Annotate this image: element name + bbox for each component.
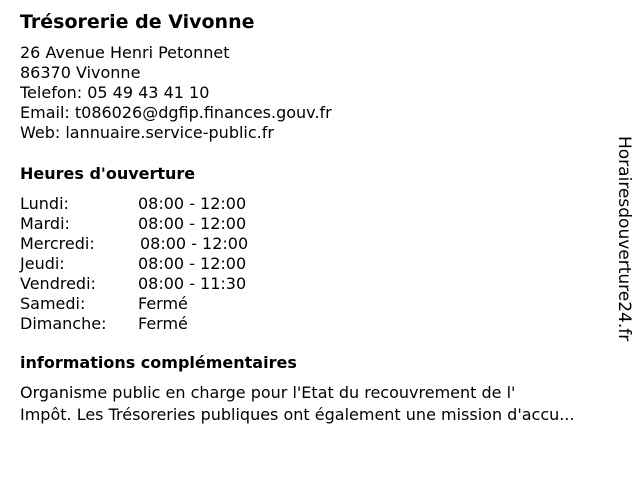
page-title: Trésorerie de Vivonne bbox=[20, 11, 255, 33]
hours-row-tuesday bbox=[20, 214, 320, 234]
info-line: Impôt. Les Trésoreries publiques ont également une mission d'accu... bbox=[20, 405, 575, 424]
web-line[interactable]: Web: lannuaire.service-public.fr bbox=[20, 123, 274, 142]
day-label: Dimanche: bbox=[20, 314, 107, 333]
hours-row-friday bbox=[20, 274, 320, 294]
info-line: Organisme public en charge pour l'Etat du recouvrement de l' bbox=[20, 383, 516, 402]
hours-heading: Heures d'ouverture bbox=[20, 164, 196, 183]
info-heading: informations complémentaires bbox=[20, 353, 297, 372]
time-value: 08:00 - 12:00 bbox=[138, 194, 247, 213]
hours-row-wednesday bbox=[20, 234, 320, 254]
hours-row-sunday bbox=[20, 314, 320, 334]
time-value: 08:00 - 11:30 bbox=[138, 274, 247, 293]
hours-row-thursday bbox=[20, 254, 320, 274]
phone-line[interactable]: Telefon: 05 49 43 41 10 bbox=[20, 83, 210, 102]
day-label: Mardi: bbox=[20, 214, 70, 233]
day-label: Jeudi: bbox=[20, 254, 65, 273]
address-street: 26 Avenue Henri Petonnet bbox=[20, 43, 230, 62]
email-line[interactable]: Email: t086026@dgfip.finances.gouv.fr bbox=[20, 103, 332, 122]
time-value: 08:00 - 12:00 bbox=[138, 254, 247, 273]
day-label: Vendredi: bbox=[20, 274, 96, 293]
address-block bbox=[20, 43, 332, 143]
day-label: Lundi: bbox=[20, 194, 69, 213]
time-value: Fermé bbox=[138, 294, 188, 313]
address-city: 86370 Vivonne bbox=[20, 63, 141, 82]
opening-hours-list bbox=[20, 194, 320, 334]
time-value: 08:00 - 12:00 bbox=[138, 214, 247, 233]
time-value: Fermé bbox=[138, 314, 188, 333]
time-value: 08:00 - 12:00 bbox=[140, 234, 249, 253]
hours-row-saturday bbox=[20, 294, 320, 314]
day-label: Samedi: bbox=[20, 294, 86, 313]
watermark-brand: Horairesdouverture24.fr bbox=[614, 136, 634, 342]
info-text bbox=[20, 382, 630, 426]
hours-row-monday bbox=[20, 194, 320, 214]
day-label: Mercredi: bbox=[20, 234, 95, 253]
